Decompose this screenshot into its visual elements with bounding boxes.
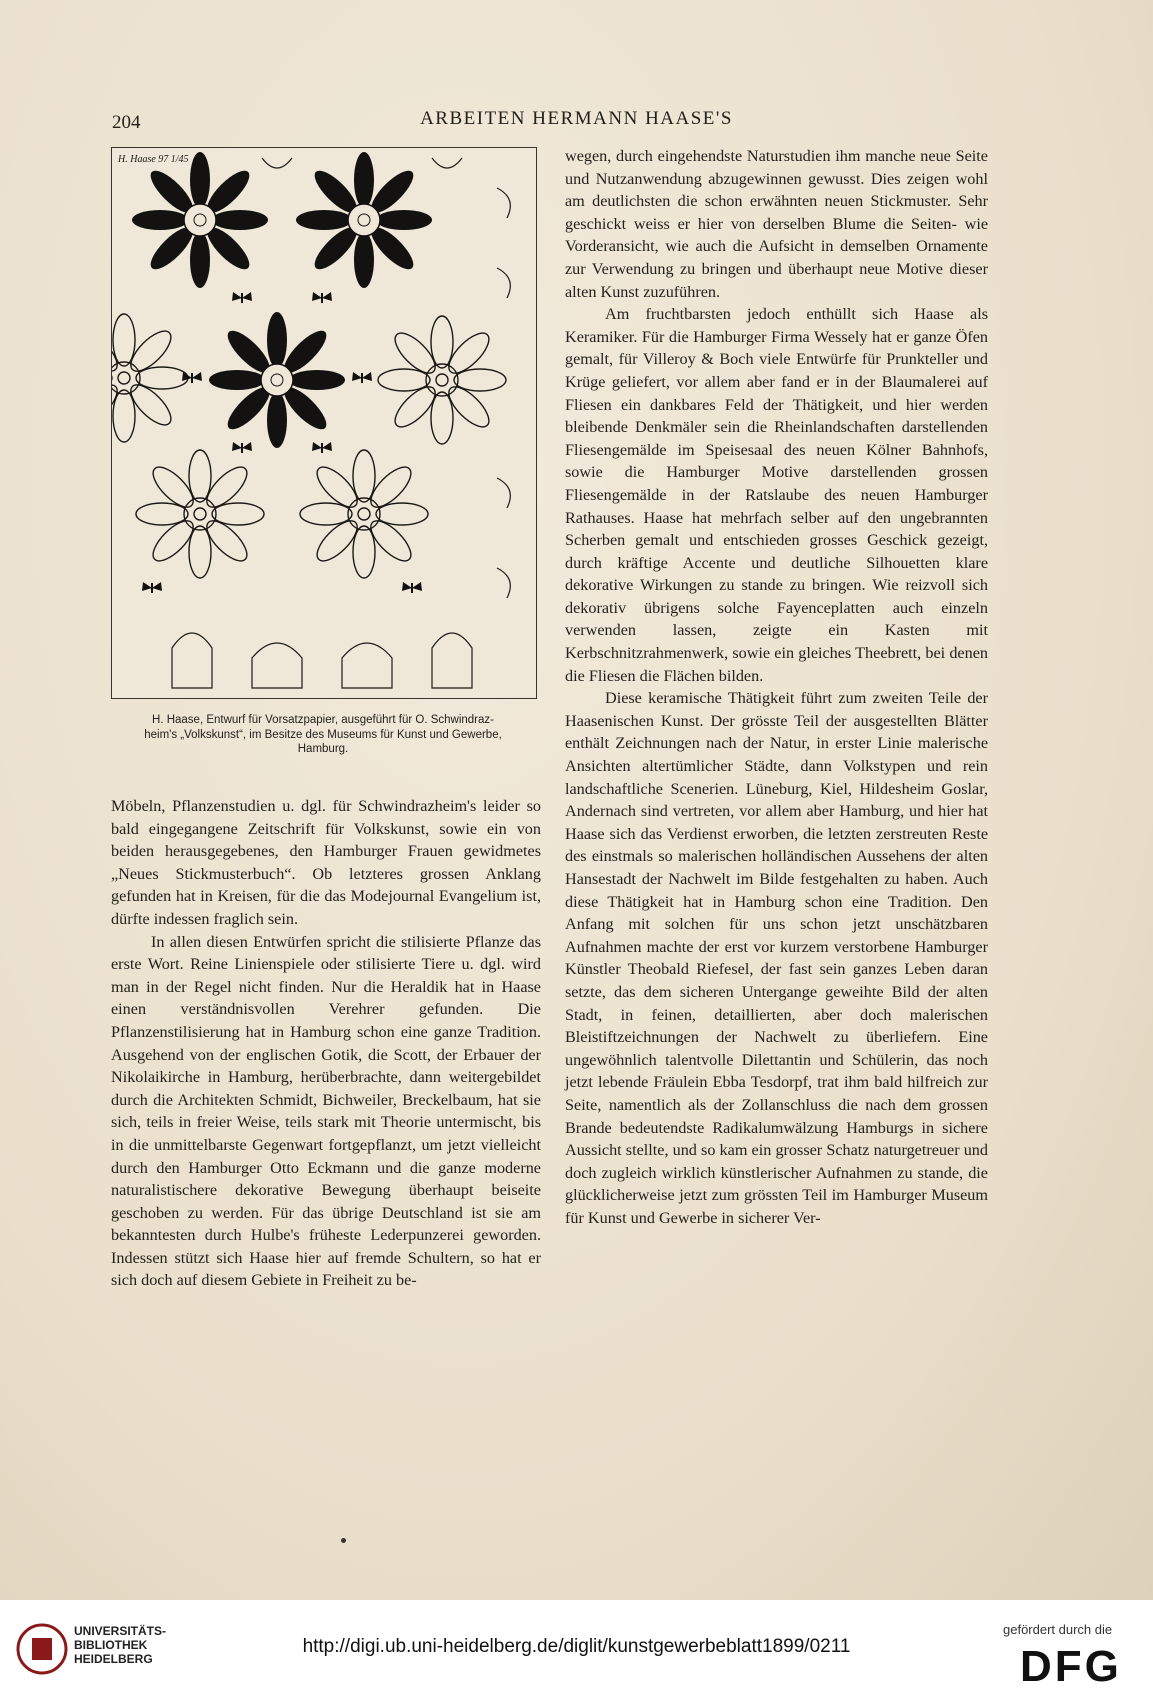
digitization-footer — [0, 1600, 1153, 1697]
dfg-logo: DFG — [1020, 1642, 1122, 1691]
ink-dot — [341, 1538, 346, 1543]
ornament-drawing — [112, 148, 536, 698]
figure-caption — [111, 713, 535, 757]
funded-by-label: gefördert durch die — [1003, 1622, 1113, 1637]
institution-line: BIBLIOTHEK — [74, 1638, 148, 1652]
paragraph: Diese keramische Thätigkeit führt zum zweiten Teile der Haasenischen Kunst. Der grösste Teil der ausgestellten Blätter enthält Zeichnungen nach der Natur, in erster Linie malerische Ansichten altertümlicher Städte, dann Volkstypen und rein landschaftliche Scenerien. Lüneburg, Kiel, Hildesheim Goslar, Andernach sind vertreten, vor allem aber Hamburg, und hier hat Haase sich das Verdienst erworben, die letzten zerstreuten Reste des einstmals so malerischen holländischen Aussehens der alten Hansestadt der Nachwelt im Bilde festgehalten zu haben. Auch diese Thätigkeit hat in Hamburg schon eine Tradition. Den Anfang mit solchen für uns schon jetzt unschätzbaren Aufnahmen machte der erst vor kurzem verstorbene Hamburger Künstler Theobald Riefesel, der fast sein ganzes Leben daran setzte, das dem sicheren Untergange geweihte Bild der alten Stadt, in feinen, detaillierten, aber doch malerischen Bleistiftzeichnungen der Nachwelt zu überliefern. Eine ungewöhnlich talentvolle Dilettantin und Schülerin, das noch jetzt lebende Fräulein Ebba Tesdorpf, trat ihm bald hilfreich zur Seite, namentlich als der Zollanschluss die nach dem grossen Brande bedeutendste Radikalumwälzung Hamburgs in sichere Aussicht stellte, und so kam ein grosser Schatz naturgetreuer und doch zugleich wirklich künstlerischer Aufnahmen zu stande, die glücklicherweise jetzt zum grössten Teil im Hamburger Museum für Kunst und Gewerbe in sicherer Ver- — [565, 689, 988, 1227]
institution-line: UNIVERSITÄTS- — [74, 1624, 167, 1638]
caption-line: heim's „Volkskunst“, im Besitze des Museums für Kunst und Gewerbe, — [144, 728, 502, 741]
right-text-column — [565, 145, 988, 1230]
left-text-column — [111, 795, 541, 1292]
institution-line: HEIDELBERG — [74, 1652, 153, 1666]
paragraph: Möbeln, Pflanzenstudien u. dgl. für Schwindrazheim's leider so bald eingegangene Zeitschrift für Volkskunst, sowie ein von beiden herausgegebenes, den Hamburger Frauen gewidmetes „Neues Stickmusterbuch“. Ob letzteres grossen Anklang gefunden hat in Kreisen, für die das Modejournal Evangelium ist, dürfte indessen fraglich sein. — [111, 797, 541, 928]
running-title: ARBEITEN HERMANN HAASE'S — [420, 108, 733, 129]
source-url-link[interactable]: http://digi.ub.uni-heidelberg.de/diglit/kunstgewerbeblatt1899/0211 — [302, 1636, 851, 1657]
paragraph: wegen, durch eingehendste Naturstudien ihm manche neue Seite und Nutzanwendung abzugewinnen gewusst. Dies zeigen wohl am deutlichsten die schon erwähnten neuen Stickmuster. Sehr geschickt weiss er hier von derselben Blume die Seiten- wie Vorderansicht, wie auch die Aufsicht in demselben Ornamente zur Verwendung zu bringen und überhaupt neue Motive dieser alten Kunst zuzuführen. — [565, 147, 988, 301]
ornament-illustration — [111, 147, 537, 699]
page-number: 204 — [112, 112, 141, 133]
paragraph: Am fruchtbarsten jedoch enthüllt sich Haase als Keramiker. Für die Hamburger Firma Wessely hat er ganze Öfen gemalt, für Villeroy & Boch viele Entwürfe für Prunkteller und Krüge geliefert, vor allem aber fand er in der Blaumalerei auf Fliesen ein dankbares Feld der Thätigkeit, und hier werden bleibende Denkmäler sein die Rheinlandschaften darstellenden Fliesengemälde im Speisesaal des neuen Kölner Bahnhofs, sowie die Hamburger Motive darstellenden grossen Fliesengemälde in der Ratslaube des neuen Hamburger Rathauses. Haase hat mehrfach selber auf den ungebrannten Scherben gemalt und entschieden grosses Geschick gezeigt, durch kräftige Accente und deutliche Silhouetten klare dekorative Wirkungen zu stande zu bringen. Wie reizvoll sich dekorativ übrigens solche Fayenceplatten auch einzeln verwenden lassen, zeigte ein Kasten mit Kerbschnitzrahmenwerk, sowie ein gleiches Theebrett, bei denen die Fliesen die Flächen bilden. — [565, 305, 988, 685]
caption-line: Hamburg. — [297, 743, 349, 755]
artist-signature: H. Haase 97 1/45 — [118, 154, 189, 165]
paragraph: In allen diesen Entwürfen spricht die stilisierte Pflanze das erste Wort. Reine Linienspiele oder stilisierte Tiere u. dgl. wird man in der Regel nicht finden. Nur die Heraldik hat in Haase einen verständnisvollen Verehrer gefunden. Die Pflanzenstilisierung hat in Hamburg schon eine ganze Tradition. Ausgehend von der englischen Gotik, die Scott, der Erbauer der Nikolaikirche in Hamburg, herüberbrachte, dann weitergebildet durch die Architekten Schmidt, Bichweiler, Breckelbaum, hat sie sich, teils in freier Weise, teils stark mit Theorie untermischt, bis in die unmittelbarste Gegenwart fortgepflanzt, um jetzt vielleicht durch den Hamburger Otto Eckmann und die ganze moderne naturalistischere dekorative Bewegung überhaupt beiseite geschoben zu werden. Für das übrige Deutschland ist sie am bekanntesten durch Hulbe's früheste Lederpunzerei geworden. Indessen stützt sich Haase hier auf fremde Schultern, so hat er sich doch auf diesem Gebiete in Freiheit zu be- — [111, 932, 541, 1290]
caption-line: H. Haase, Entwurf für Vorsatzpapier, ausgeführt für O. Schwindraz- — [152, 714, 494, 726]
